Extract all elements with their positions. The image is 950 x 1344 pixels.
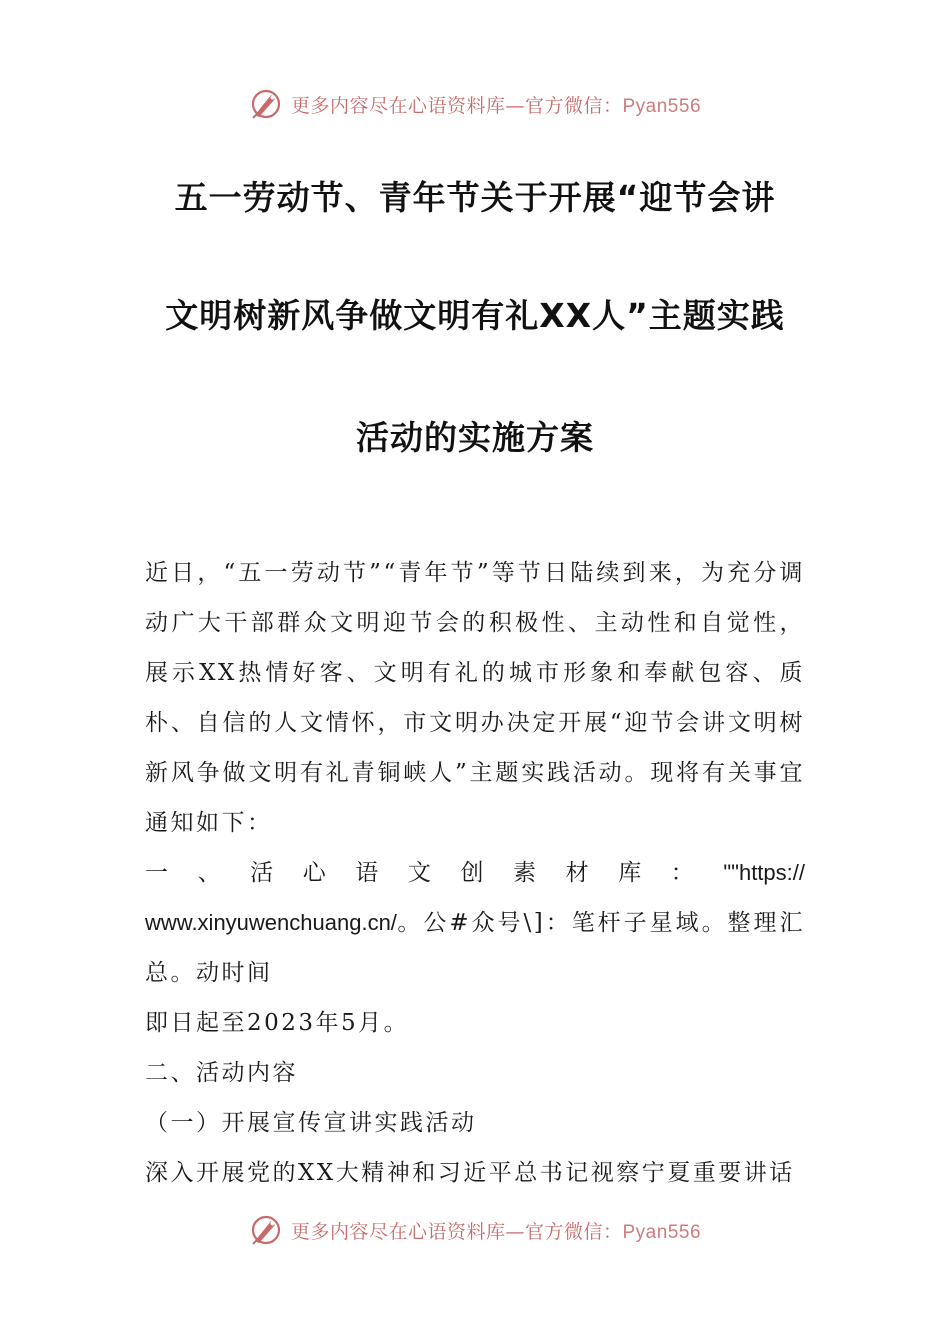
header-watermark [0, 84, 950, 124]
section-one-rest: 。公#众号\]：笔杆子星域。整理汇总。动时间 [145, 910, 805, 986]
paragraph-section-one-cont [145, 898, 805, 998]
heading-section-two: 二、活动内容 [145, 1060, 298, 1086]
watermark-contact: Pyan556 [622, 95, 702, 117]
section-one-lead-text: 一、活心语文创素材库： [145, 860, 724, 886]
section-one-url-start: ""https:// [723, 860, 805, 885]
document-title-line-3: 活动的实施方案 [356, 418, 594, 457]
watermark-text: 更多内容尽在心语资料库—官方微信：Pyan556 [290, 1220, 702, 1243]
watermark-contact: Pyan556 [622, 1221, 702, 1243]
pen-nib-circle-icon [249, 87, 283, 121]
heading-subsection-one: （一）开展宣传宣讲实践活动 [145, 1110, 477, 1136]
watermark-text: 更多内容尽在心语资料库—官方微信：Pyan556 [290, 94, 702, 117]
paragraph-time: 即日起至2023年5月。 [145, 1010, 410, 1036]
paragraph-intro: 近日，“五一劳动节”“青年节”等节日陆续到来，为充分调动广大干部群众文明迎节会的积极性、主动性和自觉性，展示XX热情好客、文明有礼的城市形象和奉献包容、质朴、自信的人文情怀，市文明办决定开展“迎节会讲文明树新风争做文明有礼青铜峡人”主题实践活动。现将有关事宜通知如下： [145, 560, 805, 836]
document-body [145, 548, 805, 1198]
paragraph-subsection-one: 深入开展党的XX大精神和习近平总书记视察宁夏重要讲话 [145, 1160, 795, 1186]
pen-nib-circle-icon [249, 1213, 283, 1247]
paragraph-section-one-lead [145, 848, 805, 898]
document-title-line-2: 文明树新风争做文明有礼XX人”主题实践 [165, 296, 785, 335]
footer-watermark [0, 1210, 950, 1250]
document-title-line-1: 五一劳动节、青年节关于开展“迎节会讲 [174, 178, 776, 217]
section-one-url-host: www.xinyuwenchuang.cn/ [145, 910, 397, 935]
